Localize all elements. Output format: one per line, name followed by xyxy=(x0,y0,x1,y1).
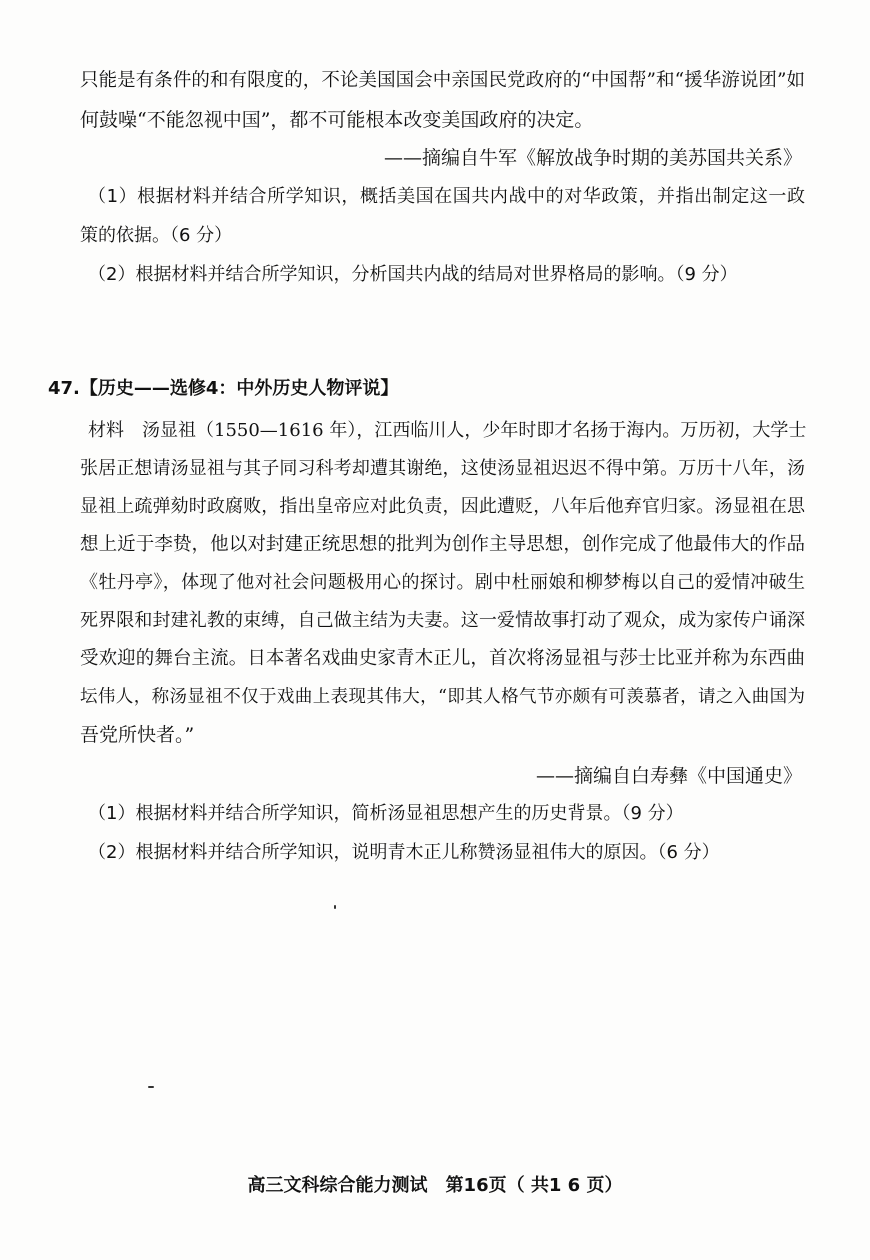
question-47-1: （1）根据材料并结合所学知识，简析汤显祖思想产生的历史背景。（9 分） xyxy=(88,803,684,824)
material-paragraph-line: 吾党所快者。” xyxy=(80,724,195,746)
material-line-2: 何鼓噪“不能忽视中国”，都不可能根本改变美国政府的决定。 xyxy=(80,109,594,131)
page-footer: 高三文科综合能力测试 第16页（ 共1 6 页） xyxy=(247,1175,623,1196)
scan-speck xyxy=(334,905,336,909)
material-source: ——摘编自白寿彝《中国通史》 xyxy=(535,765,802,787)
material-paragraph-line: 《牡丹亭》，体现了他对社会问题极用心的探讨。剧中杜丽娘和柳梦梅以自己的爱情冲破生 xyxy=(80,572,805,593)
question-1-line-1: （1）根据材料并结合所学知识，概括美国在国共内战中的对华政策，并指出制定这一政 xyxy=(88,186,805,207)
material-paragraph-line: 受欢迎的舞台主流。日本著名戏曲史家青木正儿，首次将汤显祖与莎士比亚并称为东西曲 xyxy=(80,648,805,669)
question-1-line-2: 策的依据。（6 分） xyxy=(80,225,233,246)
material-paragraph-line: 张居正想请汤显祖与其子同习科考却遭其谢绝，这使汤显祖迟迟不得中第。万历十八年，汤 xyxy=(80,458,805,479)
material-paragraph-line: 想上近于李贽，他以对封建正统思想的批判为创作主导思想，创作完成了他最伟大的作品 xyxy=(80,534,805,555)
material-paragraph-line: 材料 汤显祖（1550—1616 年），江西临川人，少年时即才名扬于海内。万历初，大学士 xyxy=(88,420,807,441)
question-2: （2）根据材料并结合所学知识，分析国共内战的结局对世界格局的影响。（9 分） xyxy=(88,264,738,285)
material-line-1: 只能是有条件的和有限度的，不论美国国会中亲国民党政府的“中国帮”和“援华游说团”如 xyxy=(80,70,805,91)
material-source: ——摘编自牛军《解放战争时期的美苏国共关系》 xyxy=(383,147,802,169)
material-paragraph-line: 显祖上疏弹劾时政腐败，指出皇帝应对此负责，因此遭贬，八年后他弃官归家。汤显祖在思 xyxy=(80,496,805,517)
material-paragraph-line: 死界限和封建礼教的束缚，自己做主结为夫妻。这一爱情故事打动了观众，成为家传户诵深 xyxy=(80,610,805,631)
question-47-header: 47.【历史——选修4：中外历史人物评说】 xyxy=(48,378,399,399)
scan-speck xyxy=(148,1086,154,1088)
question-47-2: （2）根据材料并结合所学知识，说明青木正儿称赞汤显祖伟大的原因。（6 分） xyxy=(88,842,720,863)
material-paragraph-line: 坛伟人，称汤显祖不仅于戏曲上表现其伟大，“即其人格气节亦颇有可羡慕者，请之入曲国为 xyxy=(80,687,805,707)
